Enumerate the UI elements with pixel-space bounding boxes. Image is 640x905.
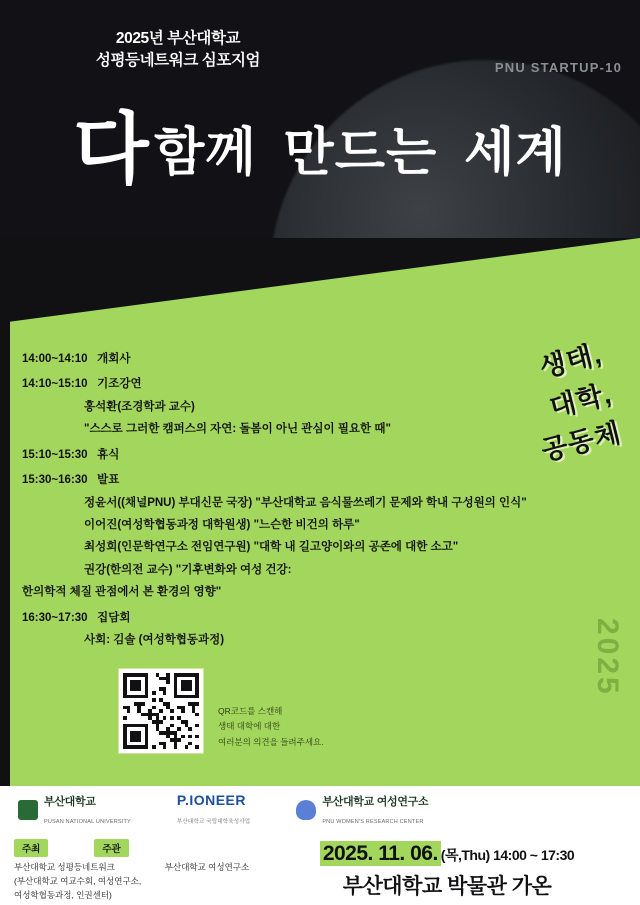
schedule-detail: 최성희(인문학연구소 전임연구원) "대학 내 길고양이와의 공존에 대한 소고" [84,541,459,554]
qr-caption [218,704,324,750]
headline-part-3: 세계 [464,124,567,182]
headline-part-2: 만드는 [283,124,438,182]
host-tag: 주최 [14,839,48,857]
qr-caption-line-1: QR코드를 스캔해 [218,706,283,717]
host-line-1: (부산대학교 여교수회, 여성연구소, [14,876,142,887]
logo-label: 부산대학교 여성연구소 [322,796,429,808]
qr-code[interactable] [118,668,204,754]
schedule-detail: 정윤서((채널PNU) 부대신문 국장) "부산대학교 음식물쓰레기 문제와 학내 구성원의 인식" [84,496,527,509]
schedule-detail: 이어진(여성학협동과정 대학원생) "느슨한 비건의 하루" [84,518,360,531]
organizer-tag: 주관 [94,839,128,857]
footer-event-info [268,834,640,905]
qr-caption-line-3: 여러분의 의견을 들려주세요. [218,736,324,747]
event-time: 14:00 ~ 17:30 [493,847,575,863]
schedule-label: 발표 [97,474,120,487]
startup-tag: PNU STARTUP-10 [494,60,622,75]
schedule-label: 집담회 [97,611,131,624]
schedule-detail: 한의학적 체질 관점에서 본 환경의 영향" [22,586,222,599]
host-line-0: 부산대학교 성평등네트워크 [14,862,115,872]
schedule-detail: 권강(한의전 교수) "기후변화와 여성 건강: [84,563,292,576]
logo-womens-research-center [296,792,428,828]
footer-credits [0,834,268,905]
schedule-item [22,373,542,440]
headline-part-1: 함께 [154,124,257,182]
footer-tags [14,839,268,857]
logo-bar [0,786,640,834]
schedule-item [22,444,542,466]
logo-sublabel: 부산대학교 국립대학육성사업 [176,819,251,825]
schedule-detail: 사회: 김솔 (여성학협동과정) [84,634,225,647]
university-crest-icon [18,800,38,820]
poster-footer [0,834,640,905]
schedule-time: 14:10~15:10 [22,378,88,391]
schedule-label: 기조강연 [97,378,142,391]
schedule-label: 휴식 [97,448,120,461]
schedule-list [22,348,542,654]
organizer-line-0: 부산대학교 여성연구소 [164,862,250,872]
qr-code-image [123,673,199,749]
theme-keyword-1: 대학, [546,378,615,423]
headline-part-0: 다 [73,105,150,193]
logo-sublabel: PUSAN NATIONAL UNIVERSITY [44,819,131,825]
schedule-item [22,348,542,370]
decorative-left-strip [0,238,10,786]
theme-keyword-2: 공동체 [538,417,625,467]
logo-pusan-national-university [18,792,131,828]
logo-label: 부산대학교 [44,796,96,808]
event-date [268,842,626,866]
logo-sublabel: PNU WOMEN'S RESEARCH CENTER [322,819,424,825]
event-date-main: 2025. 11. 06. [320,841,441,866]
theme-keyword-0: 생태, [536,338,605,384]
schedule-time: 14:00~14:10 [22,353,88,365]
title-line-1: 2025년 부산대학교 [115,30,241,47]
organizer-list [165,860,268,902]
event-place: 부산대학교 박물관 가온 [342,875,552,898]
schedule-time: 16:30~17:30 [22,611,88,624]
schedule-label: 개회사 [97,353,131,365]
decorative-diagonal-wedge [0,238,640,323]
host-line-2: 여성학협동과정, 인권센터) [14,890,112,901]
logo-label: P.IONEER [176,792,247,808]
main-headline [0,105,640,193]
qr-caption-line-2: 생태 대학에 대한 [218,721,281,732]
event-date-day: (목,Thu) [440,847,490,863]
title-line-2: 성평등네트워크 심포지엄 [95,52,261,70]
people-icon [296,800,316,820]
host-list [14,860,155,902]
symposium-title [78,28,278,73]
poster-header [0,0,640,238]
schedule-detail: "스스로 그러한 캠퍼스의 자연: 돌봄이 아닌 관심이 필요한 때" [84,423,391,436]
schedule-item [22,607,542,652]
schedule-detail: 홍석환(조경학과 교수) [84,400,195,413]
poster-body [0,238,640,786]
logo-pioneer [177,792,250,828]
schedule-item [22,469,542,604]
year-vertical-label: 2025 [591,618,624,697]
schedule-time: 15:10~15:30 [22,448,88,461]
schedule-time: 15:30~16:30 [22,474,88,487]
